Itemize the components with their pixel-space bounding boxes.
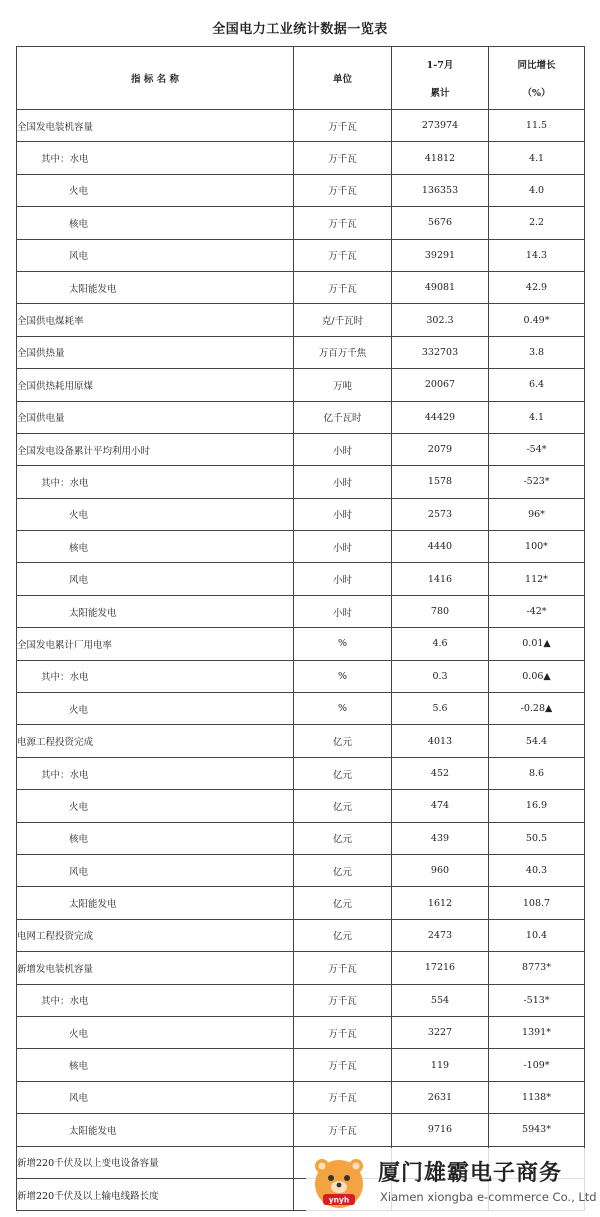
yoy-change-cell: 1138* <box>489 1081 585 1113</box>
cumulative-value-cell: 1416 <box>392 563 489 595</box>
company-name-en: Xiamen xiongba e-commerce Co., Ltd <box>380 1190 597 1204</box>
indicator-name-cell: 火电 <box>17 174 294 206</box>
cumulative-value-cell: 4440 <box>392 531 489 563</box>
yoy-change-cell: 42.9 <box>489 271 585 303</box>
cumulative-value-cell: 2079 <box>392 433 489 465</box>
yoy-change-cell: 1391* <box>489 1016 585 1048</box>
unit-cell: 小时 <box>294 433 392 465</box>
table-row <box>17 919 585 951</box>
unit-cell: 万千瓦 <box>294 1114 392 1146</box>
mascot-logo-icon <box>310 1154 368 1212</box>
unit-cell: 小时 <box>294 466 392 498</box>
unit-cell: 亿元 <box>294 854 392 886</box>
indicator-name-cell: 全国供热量 <box>17 336 294 368</box>
indicator-name-cell: 全国供电量 <box>17 401 294 433</box>
indicator-name-cell: 新增220千伏及以上变电设备容量 <box>17 1146 294 1178</box>
indicator-name-cell: 火电 <box>17 1016 294 1048</box>
table-row <box>17 1016 585 1048</box>
cumulative-value-cell: 302.3 <box>392 304 489 336</box>
table-row <box>17 110 585 142</box>
unit-cell: 亿元 <box>294 790 392 822</box>
table-row <box>17 984 585 1016</box>
header-yoy-change <box>489 47 585 110</box>
cumulative-value-cell: 119 <box>392 1049 489 1081</box>
table-row <box>17 660 585 692</box>
yoy-change-cell: 8773* <box>489 952 585 984</box>
indicator-name-cell: 核电 <box>17 207 294 239</box>
table-row <box>17 207 585 239</box>
header-indicator-name: 指 标 名 称 <box>17 47 294 110</box>
yoy-change-cell: 10.4 <box>489 919 585 951</box>
table-row <box>17 401 585 433</box>
header-period <box>392 47 489 110</box>
table-row <box>17 822 585 854</box>
yoy-change-cell: -109* <box>489 1049 585 1081</box>
yoy-change-cell: 40.3 <box>489 854 585 886</box>
table-row <box>17 952 585 984</box>
unit-cell: 万千瓦 <box>294 207 392 239</box>
header-period-line2: 累计 <box>430 88 450 99</box>
indicator-name-cell: 火电 <box>17 498 294 530</box>
unit-cell: 万千瓦 <box>294 110 392 142</box>
unit-cell: % <box>294 660 392 692</box>
indicator-name-cell: 火电 <box>17 693 294 725</box>
indicator-name-cell: 新增220千伏及以上输电线路长度 <box>17 1178 294 1210</box>
table-row <box>17 271 585 303</box>
indicator-name-cell: 其中：水电 <box>17 142 294 174</box>
cumulative-value-cell: 554 <box>392 984 489 1016</box>
yoy-change-cell: -513* <box>489 984 585 1016</box>
indicator-name-cell: 全国发电累计厂用电率 <box>17 628 294 660</box>
yoy-change-cell: 4.1 <box>489 401 585 433</box>
table-row <box>17 531 585 563</box>
yoy-change-cell: 100* <box>489 531 585 563</box>
yoy-change-cell: 96* <box>489 498 585 530</box>
cumulative-value-cell: 474 <box>392 790 489 822</box>
table-row <box>17 174 585 206</box>
indicator-name-cell: 太阳能发电 <box>17 595 294 627</box>
cumulative-value-cell: 49081 <box>392 271 489 303</box>
unit-cell: 小时 <box>294 531 392 563</box>
indicator-name-cell: 核电 <box>17 822 294 854</box>
yoy-change-cell: 2.2 <box>489 207 585 239</box>
unit-cell: 万千瓦 <box>294 271 392 303</box>
table-body <box>17 110 585 1211</box>
indicator-name-cell: 其中：水电 <box>17 660 294 692</box>
unit-cell: 亿元 <box>294 725 392 757</box>
cumulative-value-cell: 780 <box>392 595 489 627</box>
table-row <box>17 595 585 627</box>
unit-cell: 万千瓦 <box>294 984 392 1016</box>
table-row <box>17 725 585 757</box>
cumulative-value-cell: 273974 <box>392 110 489 142</box>
table-row <box>17 693 585 725</box>
yoy-change-cell: 5943* <box>489 1114 585 1146</box>
page-title: 全国电力工业统计数据一览表 <box>212 22 388 37</box>
indicator-name-cell: 其中：水电 <box>17 984 294 1016</box>
indicator-name-cell: 风电 <box>17 563 294 595</box>
company-name-cn: 厦门雄霸电子商务 <box>378 1161 563 1186</box>
unit-cell: 万千瓦 <box>294 174 392 206</box>
yoy-change-cell: 112* <box>489 563 585 595</box>
cumulative-value-cell: 0.3 <box>392 660 489 692</box>
cumulative-value-cell: 20067 <box>392 369 489 401</box>
yoy-change-cell: 0.01▲ <box>489 628 585 660</box>
unit-cell: % <box>294 693 392 725</box>
header-period-line1: 1-7月 <box>426 60 454 71</box>
unit-cell: 亿千瓦时 <box>294 401 392 433</box>
cumulative-value-cell: 960 <box>392 854 489 886</box>
yoy-change-cell: 8.6 <box>489 757 585 789</box>
indicator-name-cell: 其中：水电 <box>17 757 294 789</box>
unit-cell: 万千瓦 <box>294 142 392 174</box>
yoy-change-cell: 16.9 <box>489 790 585 822</box>
table-row <box>17 466 585 498</box>
cumulative-value-cell: 332703 <box>392 336 489 368</box>
cumulative-value-cell: 2473 <box>392 919 489 951</box>
yoy-change-cell: 11.5 <box>489 110 585 142</box>
yoy-change-cell: 54.4 <box>489 725 585 757</box>
unit-cell: 亿元 <box>294 887 392 919</box>
unit-cell: 小时 <box>294 563 392 595</box>
table-row <box>17 757 585 789</box>
company-watermark <box>306 1148 600 1217</box>
table-row <box>17 239 585 271</box>
indicator-name-cell: 新增发电装机容量 <box>17 952 294 984</box>
table-row <box>17 1081 585 1113</box>
table-row <box>17 369 585 401</box>
yoy-change-cell: -42* <box>489 595 585 627</box>
table-row <box>17 563 585 595</box>
indicator-name-cell: 太阳能发电 <box>17 1114 294 1146</box>
cumulative-value-cell: 2573 <box>392 498 489 530</box>
yoy-change-cell: 50.5 <box>489 822 585 854</box>
indicator-name-cell: 核电 <box>17 1049 294 1081</box>
yoy-change-cell: 0.06▲ <box>489 660 585 692</box>
unit-cell: 万千瓦 <box>294 952 392 984</box>
indicator-name-cell: 太阳能发电 <box>17 271 294 303</box>
indicator-name-cell: 全国供电煤耗率 <box>17 304 294 336</box>
cumulative-value-cell: 44429 <box>392 401 489 433</box>
indicator-name-cell: 风电 <box>17 1081 294 1113</box>
unit-cell: 亿元 <box>294 822 392 854</box>
cumulative-value-cell: 3227 <box>392 1016 489 1048</box>
cumulative-value-cell: 4013 <box>392 725 489 757</box>
unit-cell: 万千瓦 <box>294 1016 392 1048</box>
table-row <box>17 1114 585 1146</box>
yoy-change-cell: 4.1 <box>489 142 585 174</box>
indicator-name-cell: 全国发电装机容量 <box>17 110 294 142</box>
yoy-change-cell: 0.49* <box>489 304 585 336</box>
table-row <box>17 433 585 465</box>
table-header-row <box>17 47 585 110</box>
indicator-name-cell: 全国发电设备累计平均利用小时 <box>17 433 294 465</box>
cumulative-value-cell: 1612 <box>392 887 489 919</box>
header-unit: 单位 <box>294 47 392 110</box>
cumulative-value-cell: 41812 <box>392 142 489 174</box>
table-row <box>17 854 585 886</box>
indicator-name-cell: 风电 <box>17 854 294 886</box>
cumulative-value-cell: 5676 <box>392 207 489 239</box>
indicator-name-cell: 电网工程投资完成 <box>17 919 294 951</box>
yoy-change-cell: -0.28▲ <box>489 693 585 725</box>
indicator-name-cell: 全国供热耗用原煤 <box>17 369 294 401</box>
cumulative-value-cell: 439 <box>392 822 489 854</box>
unit-cell: 小时 <box>294 498 392 530</box>
cumulative-value-cell: 5.6 <box>392 693 489 725</box>
cumulative-value-cell: 1578 <box>392 466 489 498</box>
statistics-table <box>16 46 585 1211</box>
unit-cell: 小时 <box>294 595 392 627</box>
table-row <box>17 628 585 660</box>
table-row <box>17 142 585 174</box>
yoy-change-cell: 108.7 <box>489 887 585 919</box>
indicator-name-cell: 电源工程投资完成 <box>17 725 294 757</box>
table-row <box>17 336 585 368</box>
yoy-change-cell: 4.0 <box>489 174 585 206</box>
yoy-change-cell: 6.4 <box>489 369 585 401</box>
cumulative-value-cell: 39291 <box>392 239 489 271</box>
cumulative-value-cell: 4.6 <box>392 628 489 660</box>
indicator-name-cell: 火电 <box>17 790 294 822</box>
cumulative-value-cell: 9716 <box>392 1114 489 1146</box>
yoy-change-cell: -54* <box>489 433 585 465</box>
table-row <box>17 1049 585 1081</box>
unit-cell: 克/千瓦时 <box>294 304 392 336</box>
yoy-change-cell: 14.3 <box>489 239 585 271</box>
table-row <box>17 498 585 530</box>
unit-cell: 万吨 <box>294 369 392 401</box>
unit-cell: 万千瓦 <box>294 239 392 271</box>
unit-cell: 万百万千焦 <box>294 336 392 368</box>
table-row <box>17 790 585 822</box>
yoy-change-cell: -523* <box>489 466 585 498</box>
cumulative-value-cell: 17216 <box>392 952 489 984</box>
indicator-name-cell: 太阳能发电 <box>17 887 294 919</box>
cumulative-value-cell: 136353 <box>392 174 489 206</box>
table-row <box>17 304 585 336</box>
unit-cell: % <box>294 628 392 660</box>
unit-cell: 亿元 <box>294 757 392 789</box>
cumulative-value-cell: 452 <box>392 757 489 789</box>
unit-cell: 万千瓦 <box>294 1049 392 1081</box>
table-row <box>17 887 585 919</box>
unit-cell: 万千瓦 <box>294 1081 392 1113</box>
header-change-line1: 同比增长 <box>517 60 556 71</box>
cumulative-value-cell: 2631 <box>392 1081 489 1113</box>
unit-cell: 亿元 <box>294 919 392 951</box>
indicator-name-cell: 核电 <box>17 531 294 563</box>
yoy-change-cell: 3.8 <box>489 336 585 368</box>
indicator-name-cell: 其中：水电 <box>17 466 294 498</box>
svg-text:ynyh: ynyh <box>328 1195 350 1205</box>
indicator-name-cell: 风电 <box>17 239 294 271</box>
header-change-line2: （%） <box>522 88 551 99</box>
